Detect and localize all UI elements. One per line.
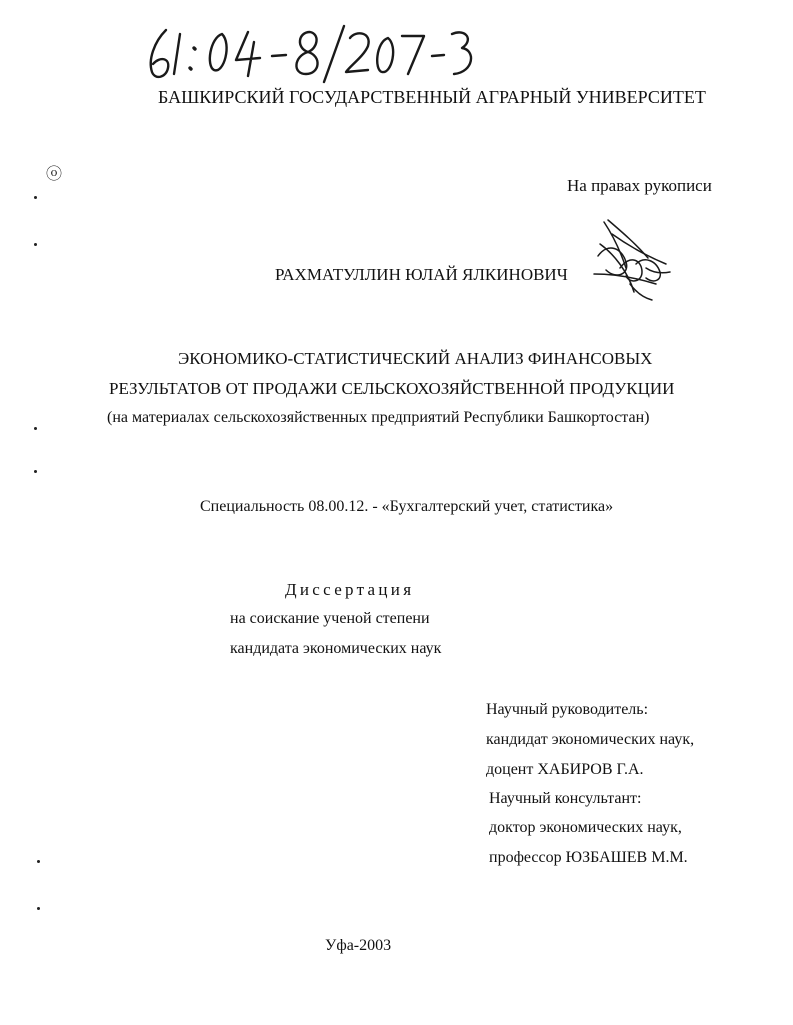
supervisor-degree: кандидат экономических наук, xyxy=(486,731,695,748)
margin-mark: ⓞ xyxy=(46,166,63,183)
author-signature xyxy=(586,214,676,306)
city-year: Уфа-2003 xyxy=(325,937,392,954)
margin-dot xyxy=(34,243,37,246)
title-line-1: ЭКОНОМИКО-СТАТИСТИЧЕСКИЙ АНАЛИЗ ФИНАНСОВЫХ xyxy=(178,349,653,368)
consultant-degree: доктор экономических наук, xyxy=(489,819,682,836)
supervisor-name: доцент ХАБИРОВ Г.А. xyxy=(486,761,644,778)
supervisor-label: Научный руководитель: xyxy=(486,701,649,718)
dissertation-heading: Диссертация xyxy=(285,580,415,599)
degree-line-2: кандидата экономических наук xyxy=(230,640,442,657)
author-name: РАХМАТУЛЛИН ЮЛАЙ ЯЛКИНОВИЧ xyxy=(275,265,568,284)
margin-dot xyxy=(34,196,37,199)
university-name: БАШКИРСКИЙ ГОСУДАРСТВЕННЫЙ АГРАРНЫЙ УНИВЕРСИТЕТ xyxy=(158,87,706,107)
degree-line-1: на соискание ученой степени xyxy=(230,610,430,627)
margin-dot xyxy=(34,470,37,473)
margin-dot xyxy=(37,907,40,910)
title-subtitle: (на материалах сельскохозяйственных предприятий Республики Башкортостан) xyxy=(107,409,650,426)
manuscript-rights: На правах рукописи xyxy=(567,176,712,195)
margin-dot xyxy=(37,860,40,863)
margin-dot xyxy=(34,427,37,430)
consultant-name: профессор ЮЗБАШЕВ М.М. xyxy=(489,849,688,866)
title-line-2: РЕЗУЛЬТАТОВ ОТ ПРОДАЖИ СЕЛЬСКОХОЗЯЙСТВЕННОЙ ПРОДУКЦИИ xyxy=(109,379,675,398)
specialty: Специальность 08.00.12. - «Бухгалтерский учет, статистика» xyxy=(200,498,614,515)
archive-code-handwriting xyxy=(140,22,480,84)
consultant-label: Научный консультант: xyxy=(489,790,642,807)
